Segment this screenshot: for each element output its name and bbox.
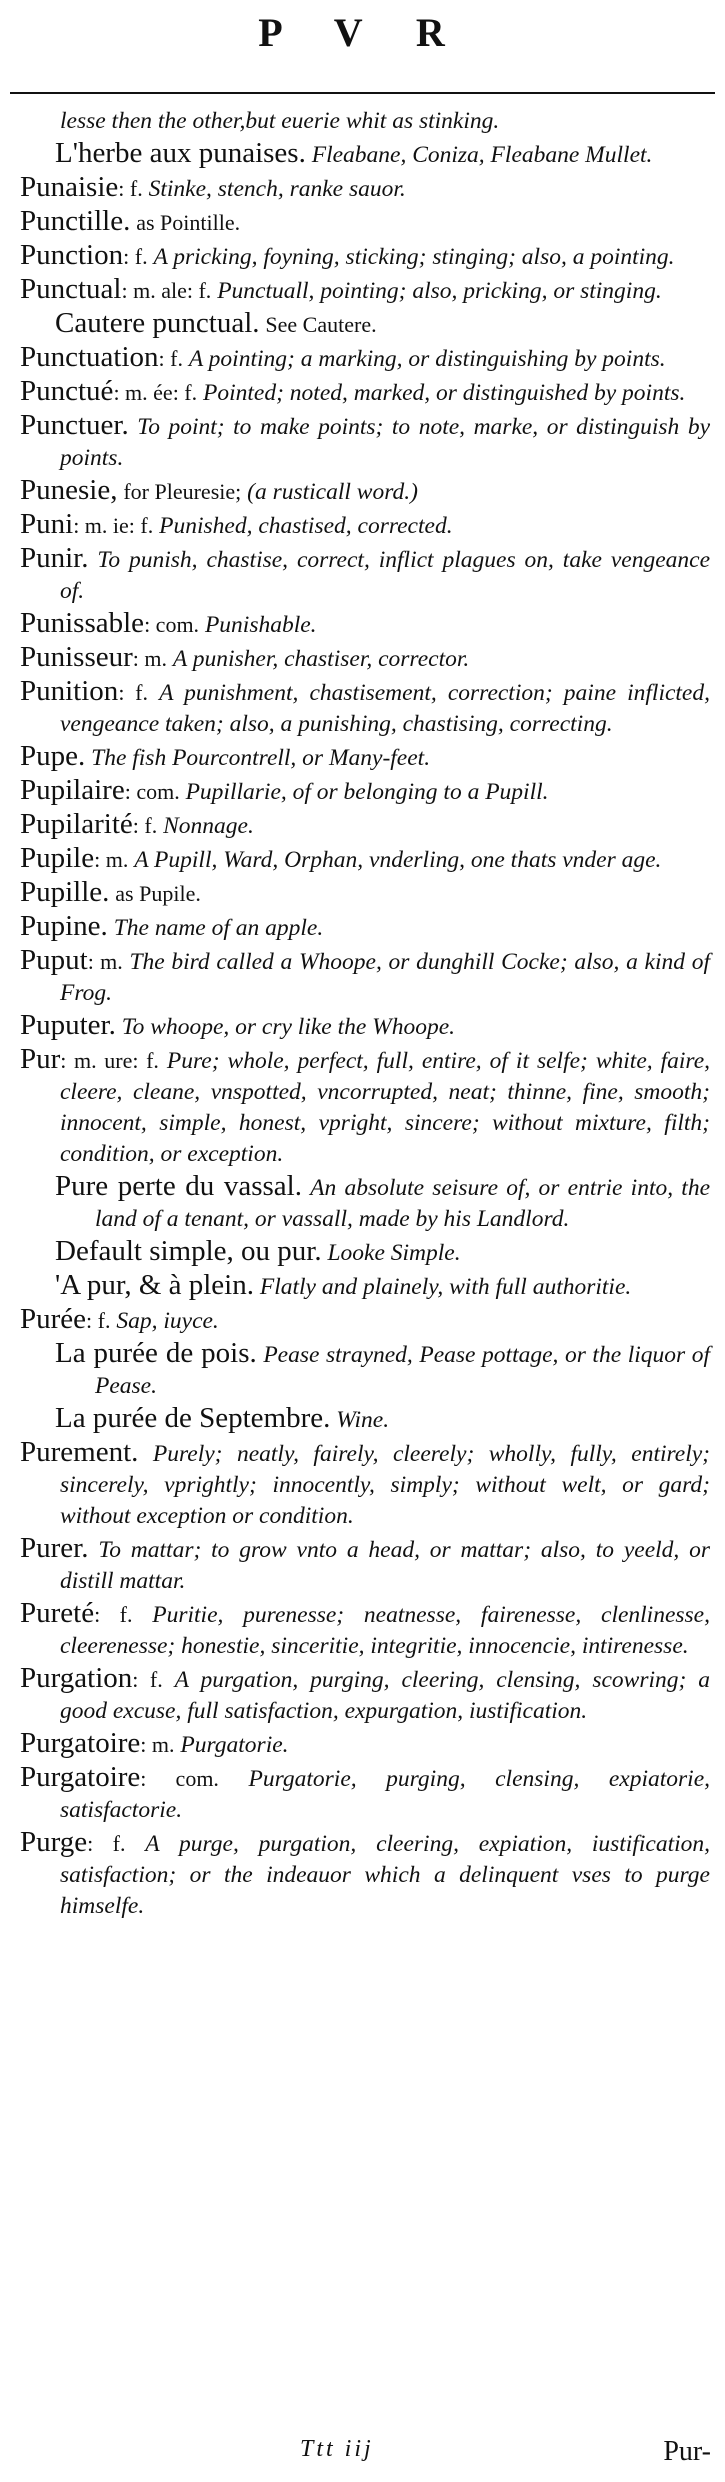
entry-grammar: : com. bbox=[140, 1766, 219, 1791]
entry-definition: To mattar; to grow vnto a head, or mattar; also, to yeeld, or distill mattar. bbox=[60, 1537, 711, 1594]
entry-grammar: : m. ure: f. bbox=[60, 1048, 159, 1073]
header-rule bbox=[10, 92, 715, 94]
dictionary-entry bbox=[20, 376, 710, 409]
entry-definition: A pricking, foyning, sticking; stinging; also, a pointing. bbox=[153, 244, 675, 270]
entry-definition: Pointed; noted, marked, or distinguished by points. bbox=[203, 380, 686, 406]
page-footer bbox=[0, 2436, 725, 2476]
entry-grammar: : m. bbox=[140, 1732, 175, 1757]
entry-grammar: as Pupile. bbox=[115, 881, 201, 906]
dictionary-entry bbox=[20, 608, 710, 641]
entry-definition: A Pupill, Ward, Orphan, vnderling, one thats vnder age. bbox=[134, 847, 662, 873]
entry-grammar: : m. bbox=[132, 646, 168, 671]
dictionary-entry bbox=[20, 1827, 710, 1922]
entry-definition: (a rusticall word.) bbox=[247, 479, 418, 505]
dictionary-entry bbox=[20, 1304, 710, 1337]
entry-grammar: : m. ie: f. bbox=[73, 513, 154, 538]
page-header: P V R bbox=[258, 10, 467, 55]
dictionary-entry bbox=[20, 911, 710, 944]
entry-definition: Punishable. bbox=[204, 612, 317, 638]
entry-grammar: : f. bbox=[132, 813, 158, 838]
entry-list bbox=[20, 106, 710, 1923]
entry-definition: Pure; whole, perfect, full, entire, of it selfe; white, faire, cleere, cleane, vnspotted, vncorrupted, neat; thinne, fine, smooth; innocent, simple, honest, vpright, sincere; without mixture, filth; condition, or exception. bbox=[60, 1048, 711, 1167]
entry-headword: Punctille. bbox=[20, 205, 131, 237]
entry-definition: The name of an apple. bbox=[113, 915, 324, 941]
entry-headword: Punir. bbox=[20, 542, 89, 574]
dictionary-entry bbox=[20, 1663, 710, 1727]
entry-headword: Puputer. bbox=[20, 1009, 116, 1041]
entry-definition: Purgatorie, purging, clensing, expiatorie, satisfactorie. bbox=[60, 1766, 710, 1823]
entry-definition: lesse then the other,but euerie whit as stinking. bbox=[60, 108, 500, 134]
entry-headword: Pupilaire bbox=[20, 774, 125, 806]
entry-definition: To point; to make points; to note, marke, or distinguish by points. bbox=[60, 414, 711, 471]
entry-headword: Punctuation bbox=[20, 341, 159, 373]
dictionary-entry bbox=[20, 741, 710, 774]
entry-headword: 'A pur, & à plein. bbox=[55, 1269, 254, 1301]
entry-headword: Purée bbox=[20, 1303, 87, 1335]
entry-definition: Fleabane, Coniza, Fleabane Mullet. bbox=[311, 142, 653, 168]
entry-grammar: as Pointille. bbox=[136, 210, 241, 235]
entry-headword: La purée de Septembre. bbox=[55, 1402, 331, 1434]
entry-grammar: : f. bbox=[94, 1602, 133, 1627]
entry-definition: A purge, purgation, cleering, expiation, iustification, satisfaction; or the indeauor which a delinquent vses to purge himselfe. bbox=[60, 1831, 710, 1919]
entry-headword: Punition bbox=[20, 675, 119, 707]
entry-grammar: : f. bbox=[87, 1831, 126, 1856]
entry-headword: L'herbe aux punaises. bbox=[55, 137, 306, 169]
dictionary-entry bbox=[20, 775, 710, 808]
entry-grammar: : f. bbox=[158, 346, 183, 371]
entry-definition: Wine. bbox=[336, 1407, 390, 1433]
entry-definition: Punished, chastised, corrected. bbox=[159, 513, 453, 539]
entry-headword: Punesie, bbox=[20, 474, 118, 506]
dictionary-entry bbox=[20, 410, 710, 474]
dictionary-entry bbox=[20, 509, 710, 542]
dictionary-entry bbox=[20, 240, 710, 273]
entry-headword: Cautere punctual. bbox=[55, 307, 260, 339]
entry-definition: Pease strayned, Pease pottage, or the liquor of Pease. bbox=[95, 1342, 710, 1399]
signature-mark: Ttt iij bbox=[300, 2436, 374, 2462]
catchword: Pur- bbox=[663, 2436, 711, 2467]
entry-grammar: : m. ée: f. bbox=[113, 380, 198, 405]
entry-headword: Puni bbox=[20, 508, 74, 540]
dictionary-entry bbox=[20, 308, 710, 341]
entry-definition: Purgatorie. bbox=[180, 1732, 289, 1758]
entry-definition: Purely; neatly, fairely, cleerely; wholly, fully, entirely; sincerely, vprightly; innocently, simply; without welt, or gard; without exception or condition. bbox=[60, 1441, 711, 1529]
entry-headword: Pupille. bbox=[20, 876, 110, 908]
entry-headword: Purge bbox=[20, 1826, 88, 1858]
entry-definition: Puritie, purenesse; neatnesse, fairenesse, clenlinesse, cleerenesse; honestie, sinceritie, integritie, innocencie, intirenesse. bbox=[60, 1602, 710, 1659]
entry-definition: A punishment, chastisement, correction; paine inflicted, vengeance taken; also, a punishing, chastising, correcting. bbox=[60, 680, 710, 737]
entry-definition: A punisher, chastiser, corrector. bbox=[172, 646, 470, 672]
dictionary-entry bbox=[20, 274, 710, 307]
entry-definition: Stinke, stench, ranke sauor. bbox=[148, 176, 406, 202]
entry-headword: Pupile bbox=[20, 842, 95, 874]
dictionary-entry bbox=[20, 1437, 710, 1532]
entry-grammar: : m. bbox=[94, 847, 129, 872]
dictionary-entry bbox=[20, 543, 710, 607]
entry-definition: Looke Simple. bbox=[327, 1240, 461, 1266]
entry-headword: Punctué bbox=[20, 375, 114, 407]
dictionary-entry bbox=[20, 1338, 710, 1402]
entry-grammar: : m. ale: f. bbox=[121, 278, 212, 303]
entry-headword: Pureté bbox=[20, 1597, 95, 1629]
entry-headword: Puput bbox=[20, 944, 88, 976]
dictionary-entry bbox=[20, 1171, 710, 1235]
dictionary-entry bbox=[20, 809, 710, 842]
dictionary-entry bbox=[20, 1598, 710, 1662]
dictionary-entry bbox=[20, 642, 710, 675]
entry-headword: Pur bbox=[20, 1043, 61, 1075]
entry-headword: Punctual bbox=[20, 273, 122, 305]
entry-headword: Purement. bbox=[20, 1436, 139, 1468]
dictionary-entry bbox=[20, 1236, 710, 1269]
entry-headword: La purée de pois. bbox=[55, 1337, 257, 1369]
dictionary-entry bbox=[20, 1762, 710, 1826]
entry-headword: Purgatoire bbox=[20, 1761, 141, 1793]
entry-headword: Pupe. bbox=[20, 740, 86, 772]
dictionary-entry bbox=[20, 676, 710, 740]
entry-definition: An absolute seisure of, or entrie into, the land of a tenant, or vassall, made by his Landlord. bbox=[95, 1175, 711, 1232]
entry-headword: Pupine. bbox=[20, 910, 108, 942]
entry-grammar: : com. bbox=[144, 612, 200, 637]
dictionary-entry bbox=[20, 206, 710, 239]
entry-headword: Purgation bbox=[20, 1662, 133, 1694]
dictionary-entry bbox=[20, 342, 710, 375]
entry-definition: A pointing; a marking, or distinguishing by points. bbox=[188, 346, 666, 372]
entry-definition: To punish, chastise, correct, inflict plagues on, take vengeance of. bbox=[60, 547, 710, 604]
dictionary-entry bbox=[20, 1270, 710, 1303]
entry-headword: Punaisie bbox=[20, 171, 119, 203]
entry-definition: Pupillarie, of or belonging to a Pupill. bbox=[185, 779, 549, 805]
entry-headword: Purer. bbox=[20, 1532, 89, 1564]
entry-definition: Nonnage. bbox=[163, 813, 254, 839]
dictionary-entry bbox=[20, 172, 710, 205]
entry-grammar: See Cautere. bbox=[265, 312, 377, 337]
entry-grammar: for Pleuresie; bbox=[123, 479, 242, 504]
dictionary-entry bbox=[20, 1044, 710, 1170]
entry-headword: Pupilarité bbox=[20, 808, 133, 840]
entry-definition: Punctuall, pointing; also, pricking, or stinging. bbox=[217, 278, 662, 304]
entry-grammar: : f. bbox=[132, 1667, 163, 1692]
entry-definition: The bird called a Whoope, or dunghill Cocke; also, a kind of Frog. bbox=[60, 949, 710, 1006]
entry-grammar: : f. bbox=[118, 176, 143, 201]
dictionary-entry bbox=[20, 106, 710, 137]
entry-grammar: : f. bbox=[86, 1308, 111, 1333]
dictionary-entry bbox=[20, 843, 710, 876]
dictionary-entry bbox=[20, 1403, 710, 1436]
entry-headword: Punissable bbox=[20, 607, 145, 639]
entry-headword: Pure perte du vassal. bbox=[55, 1170, 302, 1202]
entry-definition: A purgation, purging, cleering, clensing, scowring; a good excuse, full satisfaction, expurgation, iustification. bbox=[60, 1667, 711, 1724]
entry-headword: Punisseur bbox=[20, 641, 133, 673]
entry-grammar: : m. bbox=[87, 949, 123, 974]
entry-grammar: : com. bbox=[124, 779, 180, 804]
dictionary-entry bbox=[20, 1010, 710, 1043]
dictionary-entry bbox=[20, 1533, 710, 1597]
dictionary-entry bbox=[20, 138, 710, 171]
entry-headword: Default simple, ou pur. bbox=[55, 1235, 322, 1267]
entry-headword: Punctuer. bbox=[20, 409, 129, 441]
dictionary-entry bbox=[20, 1728, 710, 1761]
entry-definition: To whoope, or cry like the Whoope. bbox=[121, 1014, 456, 1040]
entry-headword: Purgatoire bbox=[20, 1727, 141, 1759]
entry-headword: Punction bbox=[20, 239, 124, 271]
dictionary-entry bbox=[20, 945, 710, 1009]
entry-definition: The fish Pourcontrell, or Many-feet. bbox=[91, 745, 431, 771]
dictionary-entry bbox=[20, 877, 710, 910]
entry-grammar: : f. bbox=[118, 680, 148, 705]
dictionary-entry bbox=[20, 475, 710, 508]
entry-definition: Flatly and plainely, with full authoritie. bbox=[259, 1274, 632, 1300]
entry-definition: Sap, iuyce. bbox=[116, 1308, 219, 1334]
entry-grammar: : f. bbox=[123, 244, 148, 269]
